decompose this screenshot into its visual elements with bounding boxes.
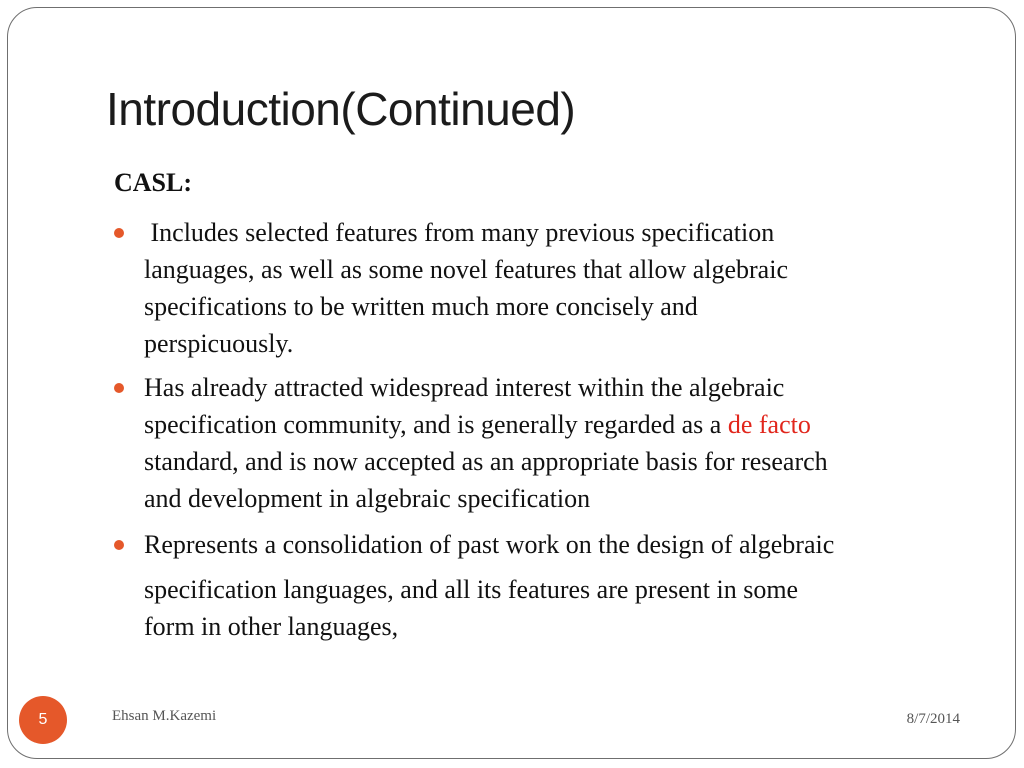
bullet-line: languages, as well as some novel features that allow algebraic [144,255,788,284]
bullet-line: specification languages, and all its features are present in some [144,575,799,604]
footer-date: 8/7/2014 [906,711,960,727]
bullet-text-continued [144,571,964,645]
bullet-line: Has already attracted widespread interest within the algebraic [144,373,785,402]
bullet-line: form in other languages, [144,612,399,641]
page-number-badge: 5 [19,696,67,744]
bullet-dot-icon [114,540,124,550]
bullet-text [144,369,964,517]
subheading: CASL: [114,168,193,197]
bullet-line: specification community, and is generally regarded as a [144,410,728,439]
bullet-text [144,214,964,362]
de-facto-highlight: de facto [727,410,811,439]
bullet-line: specifications to be written much more concisely and [144,292,698,321]
bullet-dot-icon [114,383,124,393]
bullet-dot-icon [114,228,124,238]
bullet-line: standard, and is now accepted as an appropriate basis for research [144,447,828,476]
bullet-text [144,526,964,563]
bullet-line: Represents a consolidation of past work on the design of algebraic [144,530,835,559]
bullet-line: perspicuously. [144,329,294,358]
bullet-line: and development in algebraic specification [144,484,591,513]
footer-author: Ehsan M.Kazemi [112,708,217,724]
bullet-line: Includes selected features from many previous specification [144,218,775,247]
slide-title: Introduction(Continued) [106,83,576,135]
